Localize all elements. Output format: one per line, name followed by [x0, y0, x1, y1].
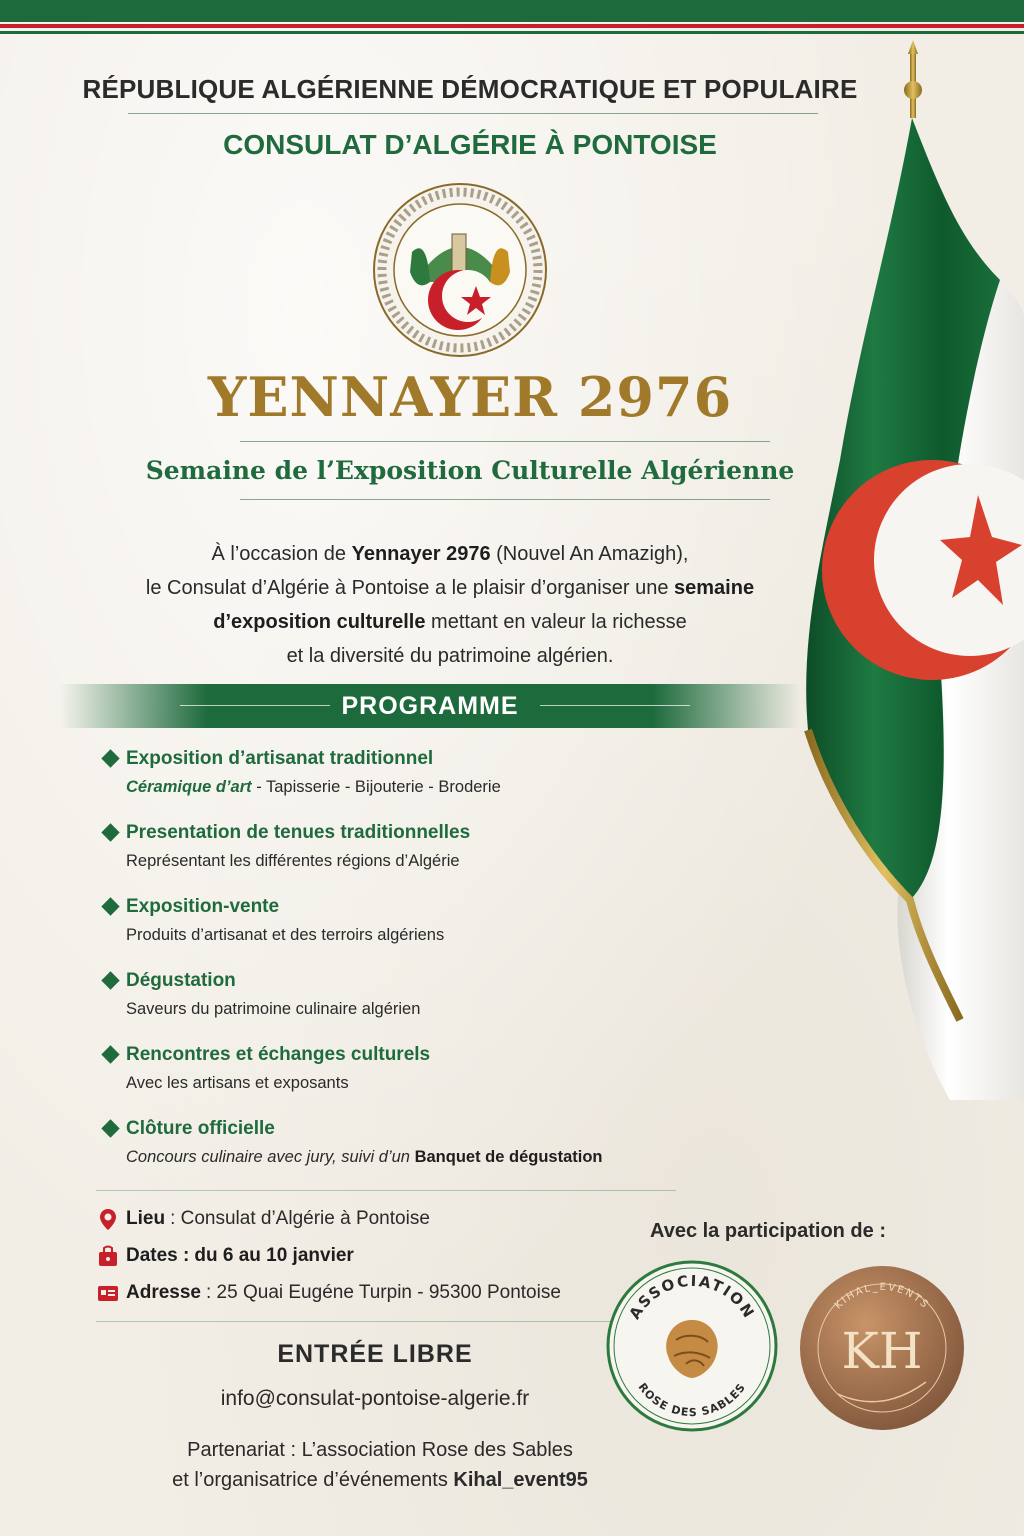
programme-item: Dégustation Saveurs du patrimoine culinaire algérien: [104, 970, 744, 1044]
programme-list: [104, 748, 744, 1192]
svg-text:KH: KH: [841, 1322, 923, 1380]
svg-text:KIHAL_EVENTS: KIHAL_EVENTS: [832, 1281, 932, 1312]
programme-item: Exposition-vente Produits d’artisanat et des terroirs algériens: [104, 896, 744, 970]
programme-label: PROGRAMME: [341, 692, 519, 720]
intro-paragraph: À l’occasion de Yennayer 2976 (Nouvel An Amazigh), le Consulat d’Algérie à Pontoise a le plaisir d’organiser une semaine d’exposition culturelle mettant en valeur la richesse et la diversité du patrimoine algérien.: [145, 543, 755, 667]
free-entry-label: ENTRÉE LIBRE: [277, 1340, 473, 1368]
consulate-heading: CONSULAT D’ALGÉRIE À PONTOISE: [223, 129, 717, 160]
rose-des-sables-logo: [606, 1260, 778, 1432]
divider: [240, 441, 770, 442]
republic-heading: RÉPUBLIQUE ALGÉRIENNE DÉMOCRATIQUE ET POPULAIRE: [82, 74, 858, 104]
diamond-bullet-icon: [101, 823, 119, 841]
event-subtitle: Semaine de l’Exposition Culturelle Algérienne: [145, 456, 795, 485]
divider: [96, 1321, 656, 1322]
diamond-bullet-icon: [101, 1045, 119, 1063]
svg-text:ROSE DES SABLES: ROSE DES SABLES: [635, 1380, 749, 1420]
divider: [96, 1190, 676, 1191]
contact-email[interactable]: info@consulat-pontoise-algerie.fr: [220, 1387, 530, 1410]
flag-color-band: [0, 0, 1024, 40]
diamond-bullet-icon: [101, 1119, 119, 1137]
address-row: Adresse : 25 Quai Eugéne Turpin - 95300 Pontoise: [96, 1274, 616, 1311]
programme-item: Exposition d’artisanat traditionnel Céramique d’art - Tapisserie - Bijouterie - Broderie: [104, 748, 744, 822]
dates-row: Dates : du 6 au 10 janvier: [96, 1237, 616, 1274]
programme-item: Rencontres et échanges culturels Avec les artisans et exposants: [104, 1044, 744, 1118]
calendar-icon: [96, 1244, 120, 1268]
location-row: Lieu : Consulat d’Algérie à Pontoise: [96, 1200, 616, 1237]
svg-text:ASSOCIATION: ASSOCIATION: [625, 1271, 759, 1323]
address-card-icon: [96, 1281, 120, 1305]
divider: [240, 499, 770, 500]
algeria-emblem-seal: [372, 182, 548, 358]
diamond-bullet-icon: [101, 897, 119, 915]
programme-item: Presentation de tenues traditionnelles Représentant les différentes régions d’Algérie: [104, 822, 744, 896]
kihal-events-logo: [798, 1264, 966, 1432]
divider: [128, 113, 818, 114]
programme-item: Clôture officielle Concours culinaire avec jury, suivi d’un Banquet de dégustation: [104, 1118, 744, 1192]
map-pin-icon: [96, 1207, 120, 1231]
participation-label: Avec la participation de :: [650, 1220, 886, 1242]
diamond-bullet-icon: [101, 749, 119, 767]
event-info: [96, 1200, 616, 1311]
diamond-bullet-icon: [101, 971, 119, 989]
programme-banner: [60, 684, 800, 728]
event-title: YENNAYER 2976: [207, 365, 733, 429]
partnership-text: Partenariat : L’association Rose des Sables et l’organisatrice d’événements Kihal_event95: [172, 1439, 588, 1491]
